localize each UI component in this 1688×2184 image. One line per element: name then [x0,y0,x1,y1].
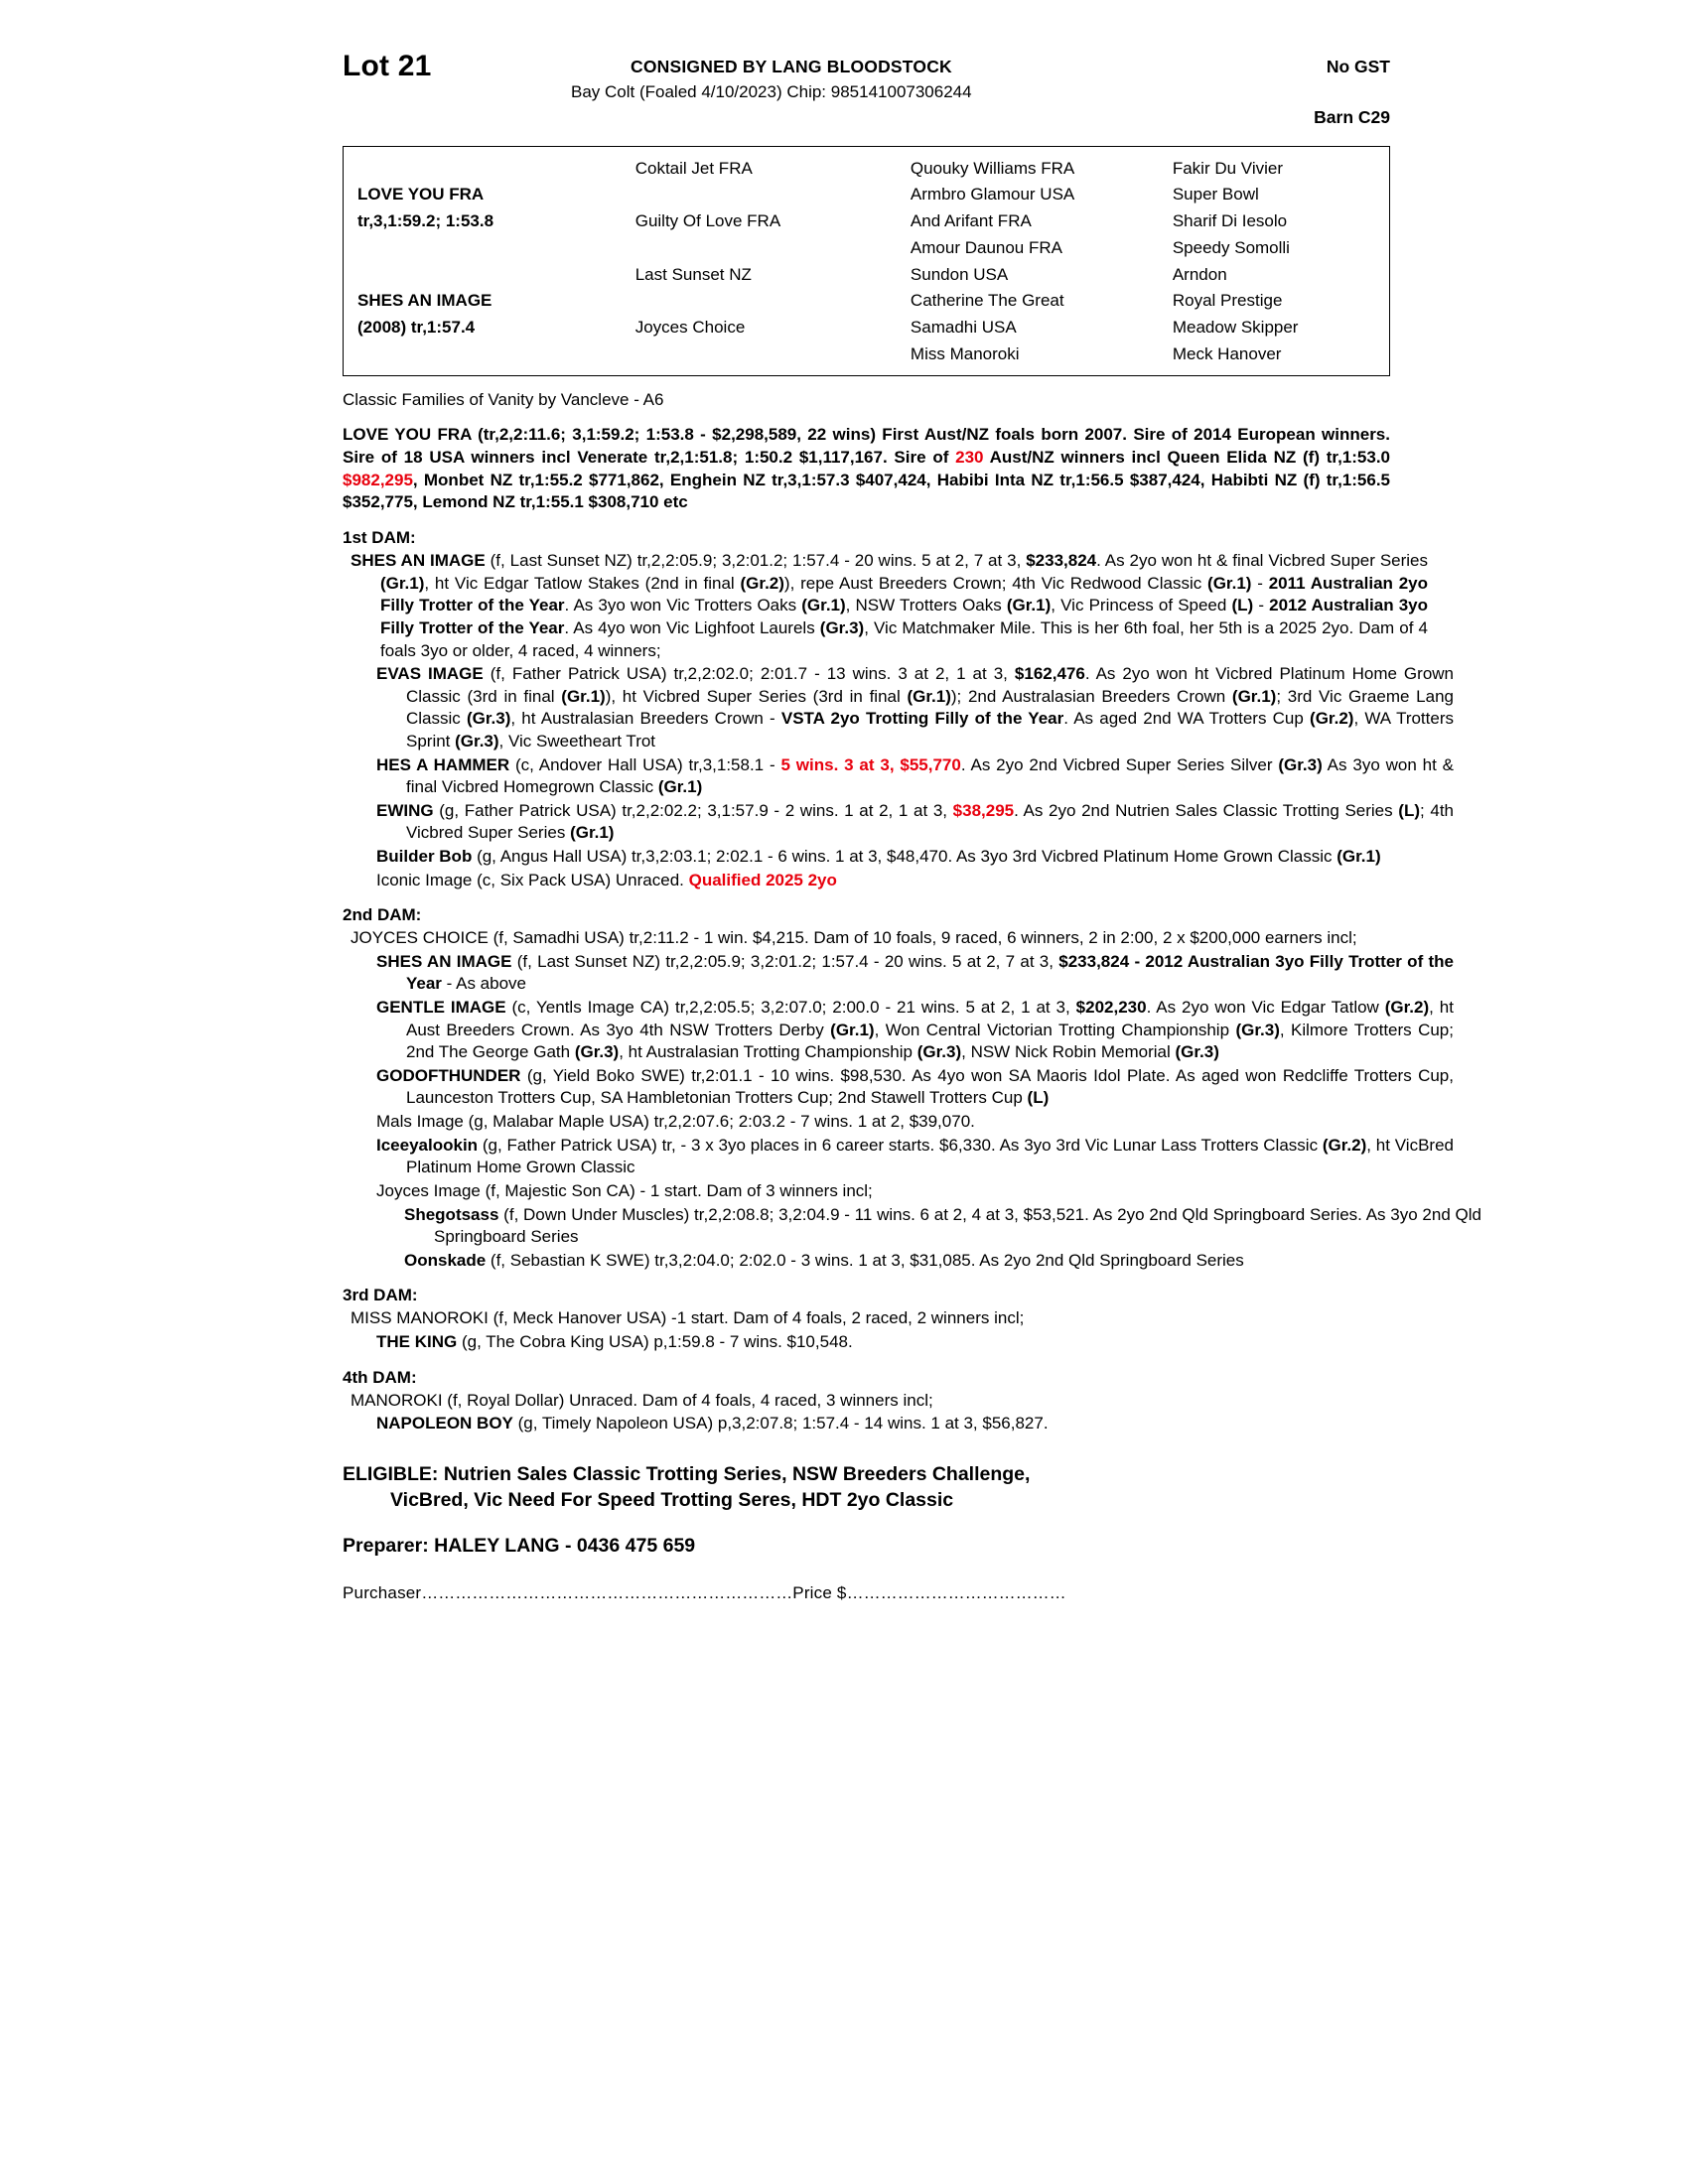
entry-text: (Gr.1) [561,686,606,706]
sire-summary-part2: Aust/NZ winners incl Queen Elida NZ (f) tr,1:53.0 [983,447,1390,467]
dam-record: (2008) tr,1:57.4 [357,318,476,337]
entry-text: $233,824 [1026,551,1097,571]
entry-text: (f, Last Sunset NZ) tr,2,2:05.9; 3,2:01.2; 1:57.4 - 20 wins. 5 at 2, 7 at 3, [485,551,1027,571]
entry-text: - As above [441,974,526,994]
entry-text: . As 2yo won ht Vicbred Platinum Home Grown Classic (3rd in final [406,664,1455,706]
entry-text: $162,476 [1014,664,1085,684]
entry-text: , ht Australasian Trotting Championship [619,1042,917,1062]
entry-text: (Gr.1) [1207,573,1252,593]
entry-text: Builder Bob [376,846,473,866]
table-row [344,261,1389,288]
pedigree-cell-gp2: Fakir Du Vivier [1172,158,1283,178]
pedigree-cell-blank [344,155,630,182]
pedigree-cell-gp: Miss Manoroki [910,343,1020,363]
entry-text: (g, Yield Boko SWE) tr,2:01.1 - 10 wins. $98,530. As 4yo won SA Maoris Idol Plate. As aged won Redcliffe Trotters Cup, Launceston Trotters Cup, SA Hambletonian Trotters Cup; 2nd Stawell Trotters Cup [406,1065,1454,1108]
entry-text: (Gr.1) [380,573,425,593]
entry-text: ), repe Aust Breeders Crown; 4th Vic Redwood Classic [783,573,1208,593]
entry-text: - [1251,573,1269,593]
entry-text: . As 4yo won Vic Lighfoot Laurels [564,617,820,637]
entry-text: , Vic Princess of Speed [1051,596,1232,615]
entry-text: . As 2yo won Vic Edgar Tatlow [1146,998,1385,1018]
entry-text: . As aged 2nd WA Trotters Cup [1063,709,1311,729]
entry-text: (Gr.3) [455,731,499,751]
entry-text: (Gr.1) [830,1020,875,1039]
dam-name: SHES AN IMAGE [357,291,492,311]
entry-text: EWING [376,800,434,820]
entry-text: (Gr.3) [819,617,865,637]
entry-text: THE KING [376,1331,458,1351]
page-header [343,40,1390,134]
pedigree-entry [343,997,1454,1064]
entry-text: , WA Trotters Sprint [406,709,1454,751]
entry-text: , Kilmore Trotters Cup; 2nd The George Gath [406,1020,1454,1062]
entry-text: (c, Andover Hall USA) tr,3,1:58.1 - [509,754,781,774]
entry-text: , ht Australasian Breeders Crown - [510,709,781,729]
purchaser-label: Purchaser [343,1583,422,1603]
entry-text: $202,230 [1075,998,1147,1018]
entry-text: $233,824 - 2012 Australian 3yo Filly Trotter of the Year [406,951,1455,994]
entry-text: , Vic Matchmaker Mile. This is her 6th foal, her 5th is a 2025 2yo. Dam of 4 foals 3yo or older, 4 raced, 4 winners; [380,617,1429,660]
table-row [344,208,1389,235]
entry-text: (f, Down Under Muscles) tr,2,2:08.8; 3,2:04.9 - 11 wins. 6 at 2, 4 at 3, $53,521. As 2yo 2nd Qld Springboard Series. As 3yo 2nd Qld Springboard Series [434,1204,1481,1247]
pedigree-cell-gp: And Arifant FRA [910,211,1032,230]
entry-text: Oonskade [404,1250,487,1270]
price-dots: ………………………………… [846,1583,1066,1603]
entry-text: VSTA 2yo Trotting Filly of the Year [780,709,1064,729]
entry-text: (Gr.1) [1231,686,1277,706]
entry-text: (L) [1027,1088,1050,1108]
pedigree-box [343,146,1390,376]
entry-text: (c, Yentls Image CA) tr,2,2:05.5; 3,2:07.0; 2:00.0 - 21 wins. 5 at 2, 1 at 3, [505,998,1076,1018]
entry-text: Mals Image (g, Malabar Maple USA) tr,2,2:07.6; 2:03.2 - 7 wins. 1 at 2, $39,070. [376,1112,975,1132]
pedigree-entry [343,1065,1454,1110]
pedigree-cell-gp: Samadhi USA [910,318,1017,337]
entry-text: (Gr.2) [740,573,784,593]
entry-text: (g, Timely Napoleon USA) p,3,2:07.8; 1:57.4 - 14 wins. 1 at 3, $56,827. [512,1414,1049,1433]
pedigree-cell-gp2: Super Bowl [1172,185,1259,205]
pedigree-cell-gp: Armbro Glamour USA [910,185,1075,205]
pedigree-cell-mid: Last Sunset NZ [634,264,752,284]
eligible-line-1: ELIGIBLE: Nutrien Sales Classic Trotting Series, NSW Breeders Challenge, [343,1462,1031,1485]
pedigree-text-body [343,528,1481,1435]
entry-text: MISS MANOROKI (f, Meck Hanover USA) -1 start. Dam of 4 foals, 2 raced, 2 winners incl; [351,1308,1025,1328]
entry-text: ; 3rd Vic Graeme Lang Classic [406,686,1454,729]
sire-summary-part1: LOVE YOU FRA (tr,2,2:11.6; 3,1:59.2; 1:53.8 - $2,298,589, 22 wins) First Aust/NZ foals born 2007. Sire of 2014 European winners. Sire of 18 USA winners incl Venerate tr,2,1:51.8; 1:50.2 $1,117,167. Sire of [343,425,1390,467]
pedigree-entry [343,1307,1428,1330]
pedigree-entry [343,951,1454,996]
sire-record: tr,3,1:59.2; 1:53.8 [357,211,494,230]
entry-text: MANOROKI (f, Royal Dollar) Unraced. Dam of 4 foals, 4 raced, 3 winners incl; [351,1390,933,1410]
entry-text: (Gr.3) [466,709,511,729]
entry-text: (Gr.2) [1322,1135,1367,1155]
pedigree-cell-gp: Quouky Williams FRA [910,158,1075,178]
pedigree-cell-gp2: Speedy Somolli [1172,237,1290,257]
entry-text: (Gr.3) [1278,754,1323,774]
table-row [344,182,1389,208]
entry-text: Iconic Image (c, Six Pack USA) Unraced. [376,870,689,889]
dam-heading: 3rd DAM: [343,1286,418,1305]
highlighted-stat: 5 wins. 3 at 3, $55,770 [780,754,961,774]
table-row [344,288,1389,315]
dam-heading: 2nd DAM: [343,905,422,925]
entry-text: , NSW Trotters Oaks [845,596,1007,615]
sire-summary-part3: , Monbet NZ tr,1:55.2 $771,862, Enghein NZ tr,3,1:57.3 $407,424, Habibi Inta NZ tr,1:56.5 $387,424, Habibti NZ (f) tr,1:56.5 $352,775, Lemond NZ tr,1:55.1 $308,710 etc [343,470,1390,512]
entry-text: . As 3yo won Vic Trotters Oaks [564,596,802,615]
pedigree-cell-mid: Coktail Jet FRA [634,158,753,178]
entry-text: . As 2yo 2nd Vicbred Super Series Silver [960,754,1279,774]
entry-text: (f, Father Patrick USA) tr,2,2:02.0; 2:01.7 - 13 wins. 3 at 2, 1 at 3, [483,664,1015,684]
entry-text: . As 2yo won ht & final Vicbred Super Series [1096,551,1428,571]
consignor-name: CONSIGNED BY LANG BLOODSTOCK [631,57,952,76]
pedigree-entry [343,846,1454,869]
table-row [344,315,1389,341]
entry-text: (Gr.2) [1310,709,1354,729]
entry-text: ; 4th Vicbred Super Series [406,800,1454,843]
pedigree-cell-gp: Catherine The Great [910,291,1064,311]
price-label: Price $ [792,1583,847,1603]
pedigree-entry [343,1180,1424,1203]
sire-summary-paragraph [343,424,1390,514]
entry-text: 2012 Australian 3yo Filly Trotter of the Year [380,596,1428,637]
queen-elida-earnings: $982,295 [343,470,413,489]
entry-text: NAPOLEON BOY [376,1414,513,1433]
entry-text: (L) [1398,800,1420,820]
pedigree-entry [343,1111,1424,1134]
preparer-line: Preparer: HALEY LANG - 0436 475 659 [343,1535,696,1558]
pedigree-cell-blank [344,341,630,367]
pedigree-cell-gp2: Royal Prestige [1172,291,1283,311]
entry-text: , Vic Sweetheart Trot [498,731,656,751]
entry-text: (f, Sebastian K SWE) tr,3,2:04.0; 2:02.0 - 3 wins. 1 at 3, $31,085. As 2yo 2nd Qld Springboard Series [486,1250,1244,1270]
entry-text: (g, The Cobra King USA) p,1:59.8 - 7 wins. $10,548. [457,1331,853,1351]
pedigree-entry [343,550,1428,662]
pedigree-entry [343,927,1428,950]
pedigree-cell-gp2: Meck Hanover [1172,343,1282,363]
pedigree-cell-mid: Joyces Choice [634,318,746,337]
entry-text: , ht Aust Breeders Crown. As 3yo 4th NSW Trotters Derby [406,998,1454,1039]
classic-families-line: Classic Families of Vanity by Vancleve - A6 [343,390,664,409]
entry-text: , NSW Nick Robin Memorial [961,1042,1176,1062]
pedigree-cell-gp: Sundon USA [910,264,1009,284]
pedigree-cell-mid [630,341,905,367]
pedigree-entry [343,870,1424,892]
entry-text: 2011 Australian 2yo Filly Trotter of the Year [380,573,1429,615]
pedigree-entry [343,663,1454,752]
pedigree-cell-gp: Amour Daunou FRA [910,237,1062,257]
entry-text: - [1253,596,1270,615]
pedigree-entry [343,1413,1454,1435]
barn-number: Barn C29 [1314,107,1390,127]
pedigree-cell-gp2: Sharif Di Iesolo [1172,211,1288,230]
entry-text: , Won Central Victorian Trotting Championship [874,1020,1236,1039]
dam-heading: 1st DAM: [343,528,416,548]
entry-text: . As 2yo 2nd Nutrien Sales Classic Trotting Series [1014,800,1399,820]
dam-heading: 4th DAM: [343,1367,417,1387]
entry-text: Joyces Image (f, Majestic Son CA) - 1 start. Dam of 3 winners incl; [376,1180,873,1200]
pedigree-entry [343,1204,1481,1249]
table-row [344,155,1389,182]
table-row [344,234,1389,261]
eligible-block [343,1461,1390,1514]
pedigree-cell-blank [344,261,630,288]
entry-text: SHES AN IMAGE [376,951,512,971]
pedigree-entry [343,1390,1428,1413]
entry-text: (Gr.1) [1336,846,1381,866]
pedigree-entry [343,1250,1481,1273]
pedigree-cell-mid [630,234,905,261]
gst-status: No GST [1326,57,1390,76]
pedigree-cell-mid [630,182,905,208]
entry-text: SHES AN IMAGE [351,551,486,571]
pedigree-cell-gp2: Meadow Skipper [1172,318,1299,337]
entry-text: , ht Vic Edgar Tatlow Stakes (2nd in final [424,573,741,593]
entry-text: (Gr.3) [916,1042,962,1062]
horse-description: Bay Colt (Foaled 4/10/2023) Chip: 985141007306244 [571,82,972,101]
entry-text: (Gr.1) [1006,596,1052,615]
entry-text: (Gr.1) [570,823,615,843]
highlighted-stat: Qualified 2025 2yo [688,870,837,889]
entry-text: (g, Angus Hall USA) tr,3,2:03.1; 2:02.1 - 6 wins. 1 at 3, $48,470. As 3yo 3rd Vicbred Platinum Home Grown Classic [472,846,1337,866]
pedigree-entry [343,754,1454,799]
sire-winners-count: 230 [955,447,984,467]
entry-text: (Gr.1) [801,596,846,615]
entry-text: ), ht Vicbred Super Series (3rd in final [605,686,908,706]
pedigree-cell-gp2: Arndon [1172,264,1227,284]
entry-text: (Gr.2) [1384,998,1430,1018]
lot-number: Lot 21 [343,50,432,82]
entry-text: (g, Father Patrick USA) tr, - 3 x 3yo places in 6 career starts. $6,330. As 3yo 3rd Vic Lunar Lass Trotters Classic [478,1135,1323,1155]
pedigree-cell-mid [630,288,905,315]
entry-text: GENTLE IMAGE [376,998,506,1018]
entry-text: (L) [1231,596,1254,615]
entry-text: HES A HAMMER [376,754,510,774]
table-row [344,341,1389,367]
pedigree-cell-mid: Guilty Of Love FRA [634,211,781,230]
entry-text: ); 2nd Australasian Breeders Crown [950,686,1232,706]
eligible-line-2: VicBred, Vic Need For Speed Trotting Seres, HDT 2yo Classic [390,1489,954,1512]
entry-text: EVAS IMAGE [376,664,484,684]
pedigree-table [344,155,1389,367]
entry-text: (Gr.3) [1235,1020,1280,1039]
entry-text: (Gr.1) [907,686,951,706]
entry-text: (g, Father Patrick USA) tr,2,2:02.2; 3,1:57.9 - 2 wins. 1 at 2, 1 at 3, [433,800,953,820]
sire-name: LOVE YOU FRA [357,185,485,205]
pedigree-entry [343,1331,1454,1354]
entry-text: (Gr.1) [657,777,703,797]
entry-text: (Gr.3) [1175,1042,1219,1062]
entry-text: Shegotsass [404,1204,499,1224]
purchase-line [343,1583,1390,1603]
pedigree-entry [343,800,1454,845]
entry-text: (f, Last Sunset NZ) tr,2,2:05.9; 3,2:01.2; 1:57.4 - 20 wins. 5 at 2, 7 at 3, [511,951,1059,971]
purchaser-dots: ………………………………………………………… [421,1583,793,1603]
entry-text: Iceeyalookin [376,1135,479,1155]
entry-text: , ht VicBred Platinum Home Grown Classic [406,1135,1454,1177]
entry-text: (Gr.3) [574,1042,620,1062]
highlighted-stat: $38,295 [952,800,1015,820]
entry-text: GODOFTHUNDER [376,1065,521,1085]
pedigree-cell-blank [344,234,630,261]
entry-text: As 3yo won ht & final Vicbred Homegrown Classic [406,754,1454,797]
pedigree-entry [343,1135,1454,1179]
entry-text: JOYCES CHOICE (f, Samadhi USA) tr,2:11.2 - 1 win. $4,215. Dam of 10 foals, 9 raced, 6 winners, 2 in 2:00, 2 x $200,000 earners incl; [351,928,1357,948]
